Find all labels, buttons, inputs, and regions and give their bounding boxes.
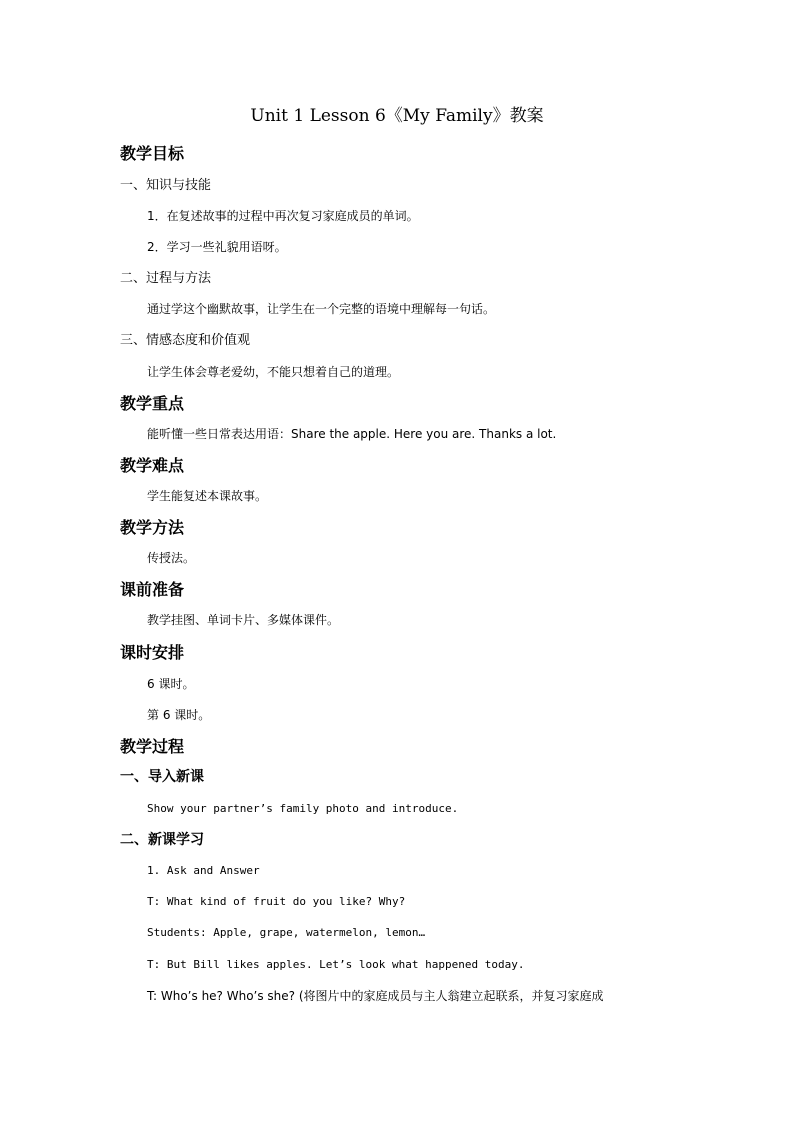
objectives-heading: 教学目标 (120, 144, 185, 163)
new-lesson-line-5: T: Who’s he? Who’s she? (将图片中的家庭成员与主人翁建立起联系，并复习家庭成 (147, 989, 604, 1003)
knowledge-item-2: 2．学习一些礼貌用语呀。 (147, 240, 287, 254)
difficulties-text: 学生能复述本课故事。 (147, 489, 268, 503)
key-points-text: 能听懂一些日常表达用语：Share the apple. Here you are. Thanks a lot. (147, 427, 557, 441)
preparation-heading: 课前准备 (120, 580, 185, 599)
schedule-item-1: 6 课时。 (147, 677, 195, 691)
method-text: 传授法。 (147, 551, 196, 565)
new-lesson-heading: 二、新课学习 (120, 832, 204, 848)
intro-heading: 一、导入新课 (120, 769, 204, 785)
new-lesson-line-1: 1. Ask and Answer (147, 864, 260, 877)
preparation-text: 教学挂图、单词卡片、多媒体课件。 (147, 613, 340, 627)
process-heading: 二、过程与方法 (120, 271, 212, 286)
process-text: 通过学这个幽默故事，让学生在一个完整的语境中理解每一句话。 (147, 302, 496, 316)
intro-text: Show your partner’s family photo and introduce. (147, 802, 459, 815)
new-lesson-line-4: T: But Bill likes apples. Let’s look what happened today. (147, 958, 525, 971)
document-title: Unit 1 Lesson 6《My Family》教案 (250, 106, 544, 126)
difficulties-heading: 教学难点 (120, 456, 185, 475)
new-lesson-line-2: T: What kind of fruit do you like? Why? (147, 895, 406, 908)
knowledge-item-1: 1．在复述故事的过程中再次复习家庭成员的单词。 (147, 209, 419, 223)
emotion-text: 让学生体会尊老爱幼，不能只想着自己的道理。 (147, 365, 400, 379)
method-heading: 教学方法 (120, 518, 185, 537)
schedule-item-2: 第 6 课时。 (147, 708, 211, 722)
schedule-heading: 课时安排 (120, 643, 185, 662)
key-points-heading: 教学重点 (120, 394, 185, 413)
new-lesson-line-3: Students: Apple, grape, watermelon, lemon… (147, 926, 426, 939)
procedure-heading: 教学过程 (120, 737, 185, 756)
knowledge-heading: 一、知识与技能 (120, 178, 212, 193)
emotion-heading: 三、情感态度和价值观 (120, 333, 251, 348)
